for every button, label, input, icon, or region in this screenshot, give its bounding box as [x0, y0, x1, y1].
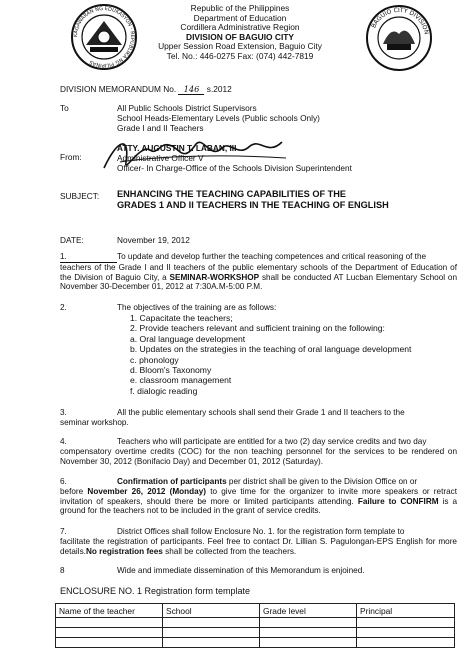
- column-header: Grade level: [260, 604, 357, 618]
- subject-line: ENHANCING THE TEACHING CAPABILITIES OF THE: [117, 189, 347, 199]
- letterhead-line: Cordillera Administrative Region: [180, 22, 300, 33]
- column-header: Principal: [357, 604, 455, 618]
- paragraph-3: 3. All the public elementary schools shall send their Grade 1 and II teachers to the seminar workshop.: [60, 408, 405, 427]
- memo-number-value: 146: [178, 84, 204, 95]
- objectives-intro: The objectives of the training are as follows:: [117, 303, 277, 312]
- objectives-list: [130, 313, 460, 396]
- recipient: School Heads-Elementary Levels (Public schools Only): [117, 113, 320, 123]
- paragraph-number: 8: [60, 566, 65, 575]
- paragraph-number: 2.: [60, 303, 67, 312]
- letterhead-line: Republic of the Philippines: [190, 3, 290, 13]
- paragraph-number: 7.: [60, 527, 67, 536]
- column-header: Name of the teacher: [56, 604, 163, 618]
- memo-number-label: DIVISION MEMORANDUM No.: [60, 84, 177, 94]
- date-value: November 19, 2012: [117, 235, 190, 245]
- objective-item: f. dialogic reading: [130, 385, 198, 396]
- subject-line: GRADES 1 AND II TEACHERS IN THE TEACHING OF ENGLISH: [117, 200, 389, 210]
- date-label: DATE:: [60, 235, 84, 245]
- paragraph-6: 6. Confirmation of participants per district shall be given to the Division Office on or before November 26, 2012 (Monday) to give time for the organizer to invite more speakers or retract invitation of speakers, should there be more or limited participants attending. Failure to CONFIRM is a ground for the teachers not to be included in the grant of service credits.: [60, 477, 457, 516]
- objective-item: b. Updates on the strategies in the teaching of oral language development: [130, 344, 412, 355]
- table-row: [56, 628, 455, 638]
- objective-item: d. Bloom's Taxonomy: [130, 365, 212, 376]
- paragraph-7: 7. District Offices shall follow Enclosure No. 1. for the registration form template to facilitate the registration of participants. Feel free to contact Dr. Lillian S. Pagulongan-EPS English for more details.No registration fees shall be collected from the teachers.: [60, 527, 457, 556]
- objective-item: 2. Provide teachers relevant and sufficient training on the following:: [130, 323, 385, 334]
- recipient: All Public Schools District Supervisors: [117, 103, 257, 113]
- objective-item: 1. Capacitate the teachers;: [130, 313, 233, 323]
- subject: [117, 189, 457, 211]
- subject-label: SUBJECT:: [60, 191, 100, 201]
- from-label: From:: [60, 152, 82, 162]
- letterhead-line: Department of Education: [193, 12, 287, 23]
- baguio-city-division-seal-icon: [365, 4, 433, 72]
- to-label: To: [60, 103, 69, 113]
- objective-item: a. Oral language development: [130, 333, 246, 344]
- letterhead-line: Tel. No.: 446-0275 Fax: (074) 442-7819: [166, 50, 314, 61]
- paragraph-4: 4. Teachers who will participate are entitled for a two (2) day service credits and two day compensatory overtime credits (COC) for the non teaching personnel for the services to be rendered on November 30, 2012 (Bonifacio Day) and December 01, 2012 (Saturday).: [60, 437, 457, 466]
- svg-text:BAGUIO CITY DIVISION: BAGUIO CITY DIVISION: [370, 6, 430, 36]
- registration-form-table: [55, 603, 455, 648]
- signature-icon: [100, 132, 290, 178]
- paragraph-number: 1.: [60, 252, 117, 263]
- letterhead: [140, 4, 340, 62]
- to-recipients: [117, 103, 437, 133]
- paragraph-1: 1. To update and develop further the teaching competences and critical reasoning of the teachers of the Grade I and II teachers of the public elementary schools of the Department of Education of the Division of Baguio City, a SEMINAR-WORKSHOP shall be conducted AT Lucban Elementary School on November 30-December 01, 2012 at 7:30A.M-5:00 P.M.: [60, 252, 457, 292]
- memo-year: s.2012: [206, 84, 232, 94]
- memo-number-line: [60, 84, 360, 95]
- from-name: ATTY. AUGUSTIN T. LABAN, III: [117, 143, 237, 153]
- objective-item: c. phonology: [130, 354, 179, 365]
- from-office: Officer- In Charge-Office of the Schools Division Superintendent: [117, 163, 352, 173]
- from-title: Administrative Officer V: [117, 153, 204, 163]
- enclosure-title: ENCLOSURE NO. 1 Registration form template: [60, 586, 251, 596]
- deped-seal-icon: [70, 3, 138, 71]
- objective-item: e. classroom management: [130, 375, 232, 386]
- svg-text:KAGAWARAN NG EDUKASYON · REPUB: KAGAWARAN NG EDUKASYON · REPUBLIKA NG PILIPINAS: [72, 5, 136, 69]
- letterhead-division: DIVISION OF BAGUIO CITY: [186, 31, 294, 42]
- table-row: [56, 638, 455, 648]
- paragraph-number: 3.: [60, 408, 67, 417]
- column-header: School: [163, 604, 260, 618]
- paragraph-number: 6.: [60, 477, 67, 486]
- table-header-row: [56, 604, 455, 618]
- paragraph-number: 4.: [60, 437, 67, 446]
- table-row: [56, 618, 455, 628]
- paragraph-8: 8 Wide and immediate dissemination of this Memorandum is enjoined.: [60, 566, 365, 575]
- recipient: Grade I and II Teachers: [117, 123, 204, 133]
- letterhead-line: Upper Session Road Extension, Baguio City: [158, 41, 322, 52]
